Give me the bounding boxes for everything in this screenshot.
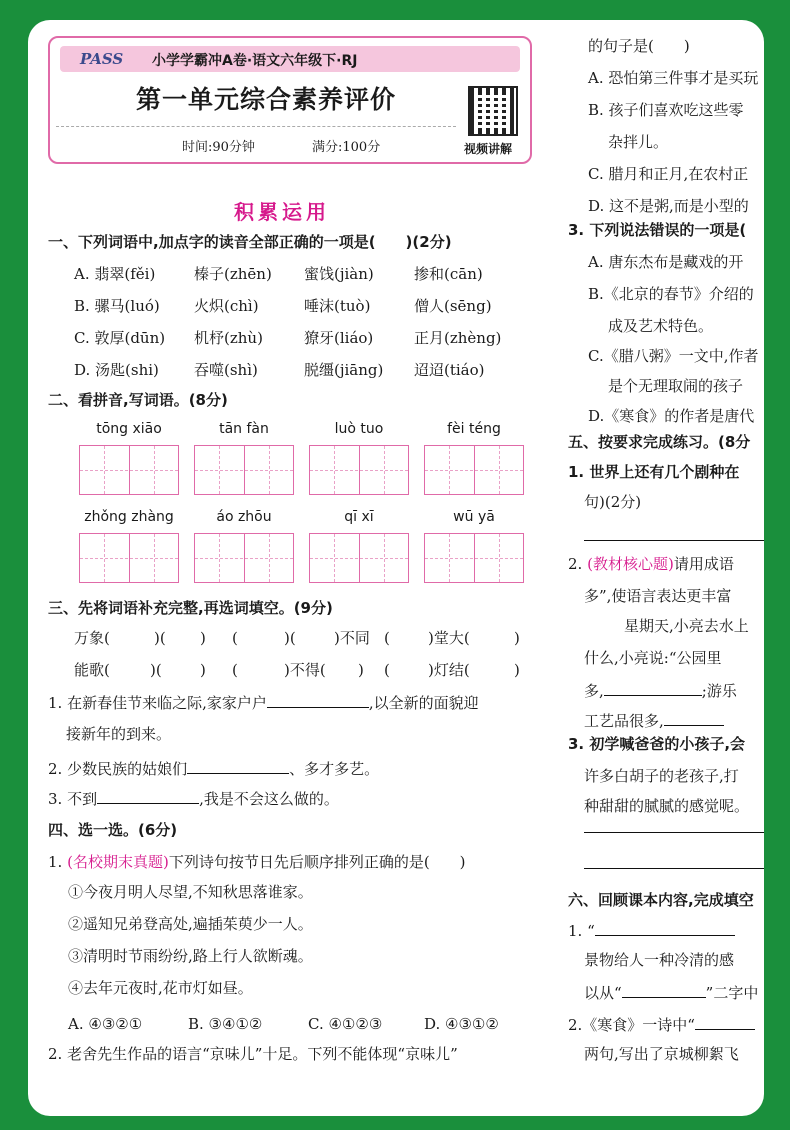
grid-guide <box>195 470 293 471</box>
idiom-fragment: 万象( <box>74 629 110 647</box>
header-box <box>48 36 532 164</box>
poem-line: ①今夜月明人尽望,不知秋思落谁家。 <box>68 883 313 901</box>
idiom-fragment: ) <box>514 629 520 647</box>
writing-grid[interactable] <box>309 533 409 583</box>
answer-blank[interactable] <box>595 920 735 936</box>
grid-guide <box>219 534 220 582</box>
text-span: ;游乐 <box>701 682 737 700</box>
q1-option-word: 火炽(chì) <box>194 297 259 315</box>
section-title: 积累运用 <box>234 200 330 224</box>
pinyin-label: zhǒng zhàng <box>84 509 174 525</box>
grid-guide <box>195 558 293 559</box>
right-col-line: 景物给人一种冷清的感 <box>584 951 735 969</box>
header-band <box>60 46 520 72</box>
text-span: 2.《寒食》一诗中“ <box>568 1016 695 1034</box>
answer-line[interactable] <box>584 540 764 541</box>
poem-line: ③清明时节雨纷纷,路上行人欲断魂。 <box>68 947 313 965</box>
writing-grid[interactable] <box>424 445 524 495</box>
grid-guide <box>384 534 385 582</box>
right-col-line: 六、回顾课本内容,完成填空 <box>568 891 754 909</box>
q3-sentence-1: 1. 在新春佳节来临之际,家家户户 ,以全新的面貌迎 <box>48 694 479 712</box>
idiom-fragment: )灯结( <box>428 661 470 679</box>
grid-guide <box>425 558 523 559</box>
answer-line[interactable] <box>584 868 764 869</box>
q1-option-word: A. 翡翠(fěi) <box>74 265 156 283</box>
idiom-fragment: ) <box>514 661 520 679</box>
q4-option[interactable]: C. ④①②③ <box>308 1015 383 1033</box>
idiom-fragment: ) <box>200 629 206 647</box>
q3-sentence-3: 3. 不到 ,我是不会这么做的。 <box>48 790 339 808</box>
right-col-line: 什么,小亮说:“公园里 <box>584 649 722 667</box>
right-col-line: 星期天,小亮去水上 <box>624 617 749 635</box>
idiom-fragment: ( <box>384 661 390 679</box>
q1-option-word: 獠牙(liáo) <box>304 329 374 347</box>
text-span: 多, <box>584 682 604 700</box>
right-col-line: 3. 初学喊爸爸的小孩子,会 <box>568 735 746 753</box>
answer-blank[interactable] <box>622 982 706 998</box>
grid-guide <box>104 446 105 494</box>
q4-q1: 1. (名校期末真题)下列诗句按节日先后顺序排列正确的是( ) <box>48 853 466 871</box>
idiom-fragment: )( <box>150 661 162 679</box>
q1-option-word: 吞噬(shì) <box>194 361 258 379</box>
pinyin-label: wū yā <box>453 509 495 525</box>
text-span: ”二字中 <box>705 984 759 1002</box>
q1-option-word: D. 汤匙(shi) <box>74 361 159 379</box>
right-q6-1 <box>568 920 735 941</box>
grid-guide <box>384 446 385 494</box>
writing-grid[interactable] <box>79 533 179 583</box>
writing-grid[interactable] <box>194 445 294 495</box>
text-span: 2. <box>568 555 588 573</box>
grid-guide <box>310 558 408 559</box>
text-span: 1. “ <box>568 922 595 940</box>
idiom-fragment: ( <box>384 629 390 647</box>
source-tag: (教材核心题) <box>587 555 674 573</box>
idiom-fragment: 能歌( <box>74 661 110 679</box>
answer-blank[interactable] <box>695 1014 755 1030</box>
right-q6-2 <box>568 1014 755 1035</box>
q1-option-word: 机杼(zhù) <box>194 329 263 347</box>
pinyin-label: qī xī <box>344 509 374 525</box>
text-span: 以从“ <box>584 984 622 1002</box>
grid-guide <box>334 446 335 494</box>
video-explain-label: 视频讲解 <box>464 142 513 156</box>
pinyin-label: áo zhōu <box>216 509 272 525</box>
right-col-line: D.《寒食》的作者是唐代 <box>588 407 755 425</box>
q3-blank-3[interactable] <box>97 788 199 804</box>
right-col-line: 许多白胡子的老孩子,打 <box>584 767 739 785</box>
q4-title: 四、选一选。(6分) <box>48 821 178 839</box>
qr-code-icon[interactable] <box>468 86 518 136</box>
right-col-line: 的句子是( ) <box>588 37 690 55</box>
header-divider <box>56 126 456 127</box>
idiom-fragment: ( <box>232 629 238 647</box>
poem-line: ②遥知兄弟登高处,遍插茱萸少一人。 <box>68 915 313 933</box>
page-title: 第一单元综合素养评价 <box>136 85 397 114</box>
idiom-fragment: ) <box>358 661 364 679</box>
right-q5-2 <box>568 554 734 574</box>
q1-option-word: 掺和(cān) <box>414 265 483 283</box>
q4-q2: 2. 老舍先生作品的语言“京味儿”十足。下列不能体现“京味儿” <box>48 1045 458 1063</box>
q3-title: 三、先将词语补充完整,再选词填空。(9分) <box>48 599 333 617</box>
answer-blank[interactable] <box>664 710 724 726</box>
answer-line[interactable] <box>584 832 764 833</box>
pinyin-label: tōng xiāo <box>96 421 162 437</box>
right-fill-line <box>584 680 737 701</box>
exam-time: 时间:90分钟 <box>182 140 255 155</box>
grid-guide <box>154 534 155 582</box>
exam-page <box>28 20 764 1116</box>
right-col-line: C. 腊月和正月,在农村正 <box>588 165 749 183</box>
exam-score: 满分:100分 <box>312 140 381 155</box>
right-col-line: A. 恐怕第三件事才是买玩 <box>588 69 759 87</box>
q1-option-word: 正月(zhèng) <box>414 329 502 347</box>
grid-guide <box>269 534 270 582</box>
grid-guide <box>499 446 500 494</box>
right-col-line: 多”,使语言表达更丰富 <box>584 587 732 605</box>
writing-grid[interactable] <box>79 445 179 495</box>
q1-option-word: 唾沫(tuò) <box>304 297 371 315</box>
right-col-line: B. 孩子们喜欢吃这些零 <box>588 101 744 119</box>
grid-guide <box>425 470 523 471</box>
grid-guide <box>499 534 500 582</box>
right-q6-1-b <box>584 982 758 1003</box>
pinyin-label: luò tuo <box>334 421 384 437</box>
series-title: 小学学霸冲A卷·语文六年级下·RJ <box>152 53 358 69</box>
idiom-fragment: )不得( <box>284 661 326 679</box>
right-col-line: 五、按要求完成练习。(8分 <box>568 433 751 451</box>
right-col-line: C.《腊八粥》一文中,作者 <box>588 347 759 365</box>
right-col-line: B.《北京的春节》介绍的 <box>588 285 754 303</box>
q1-option-word: C. 敦厚(dūn) <box>74 329 166 347</box>
pinyin-label: fèi téng <box>447 421 501 437</box>
grid-guide <box>80 470 178 471</box>
grid-guide <box>449 534 450 582</box>
answer-blank[interactable] <box>604 680 702 696</box>
grid-guide <box>80 558 178 559</box>
idiom-fragment: )不同 <box>334 629 370 647</box>
grid-guide <box>449 446 450 494</box>
q1-option-word: 脱缰(jiāng) <box>304 361 384 379</box>
q1-option-word: 榛子(zhēn) <box>194 265 272 283</box>
grid-guide <box>104 534 105 582</box>
q3-blank-1[interactable] <box>267 692 369 708</box>
text-span: 请用成语 <box>673 555 734 573</box>
q1-option-word: 迢迢(tiáo) <box>414 361 485 379</box>
right-col-line: 3. 下列说法错误的一项是( <box>568 221 747 239</box>
q4-option[interactable]: D. ④③①② <box>424 1015 499 1033</box>
q4-option[interactable]: A. ④③②① <box>68 1015 143 1033</box>
right-col-line: 两句,写出了京城柳絮飞 <box>584 1045 739 1063</box>
idiom-fragment: ( <box>232 661 238 679</box>
right-col-line: 成及艺术特色。 <box>608 317 714 335</box>
q3-sentence-1-cont: 接新年的到来。 <box>66 725 172 743</box>
pinyin-label: tān fàn <box>219 421 269 437</box>
right-col-line: 种甜甜的腻腻的感觉呢。 <box>584 797 750 815</box>
q1-option-word: 僧人(sēng) <box>414 297 492 315</box>
writing-grid[interactable] <box>309 445 409 495</box>
right-fill-line-2 <box>584 710 724 731</box>
right-col-line: 杂拌儿。 <box>608 133 669 151</box>
grid-guide <box>154 446 155 494</box>
poem-line: ④去年元夜时,花市灯如昼。 <box>68 979 253 997</box>
right-col-line: D. 这不是粥,而是小型的 <box>588 197 749 215</box>
grid-guide <box>269 446 270 494</box>
right-col-line: 句)(2分) <box>584 493 642 511</box>
idiom-fragment: )( <box>154 629 166 647</box>
right-col-line: A. 唐东杰布是藏戏的开 <box>588 253 744 271</box>
grid-guide <box>334 534 335 582</box>
grid-guide <box>310 470 408 471</box>
q3-blank-2[interactable] <box>187 758 289 774</box>
idiom-fragment: ) <box>200 661 206 679</box>
right-col-line: 是个无理取闹的孩子 <box>608 377 744 395</box>
q1-option-word: 蜜饯(jiàn) <box>304 265 374 283</box>
idiom-fragment: )堂大( <box>428 629 470 647</box>
text-span: 工艺品很多, <box>584 712 664 730</box>
q3-sentence-2: 2. 少数民族的姑娘们 、多才多艺。 <box>48 760 380 778</box>
writing-grid[interactable] <box>424 533 524 583</box>
source-tag: (名校期末真题) <box>67 853 169 871</box>
grid-guide <box>219 446 220 494</box>
idiom-fragment: )( <box>284 629 296 647</box>
q2-title: 二、看拼音,写词语。(8分) <box>48 391 228 409</box>
pass-logo: PASS <box>80 50 124 68</box>
q4-option[interactable]: B. ③④①② <box>188 1015 263 1033</box>
writing-grid[interactable] <box>194 533 294 583</box>
q1-title: 一、下列词语中,加点字的读音全部正确的一项是( )(2分) <box>48 233 452 251</box>
right-col-line: 1. 世界上还有几个剧种在 <box>568 463 740 481</box>
q1-option-word: B. 骡马(luó) <box>74 297 160 315</box>
